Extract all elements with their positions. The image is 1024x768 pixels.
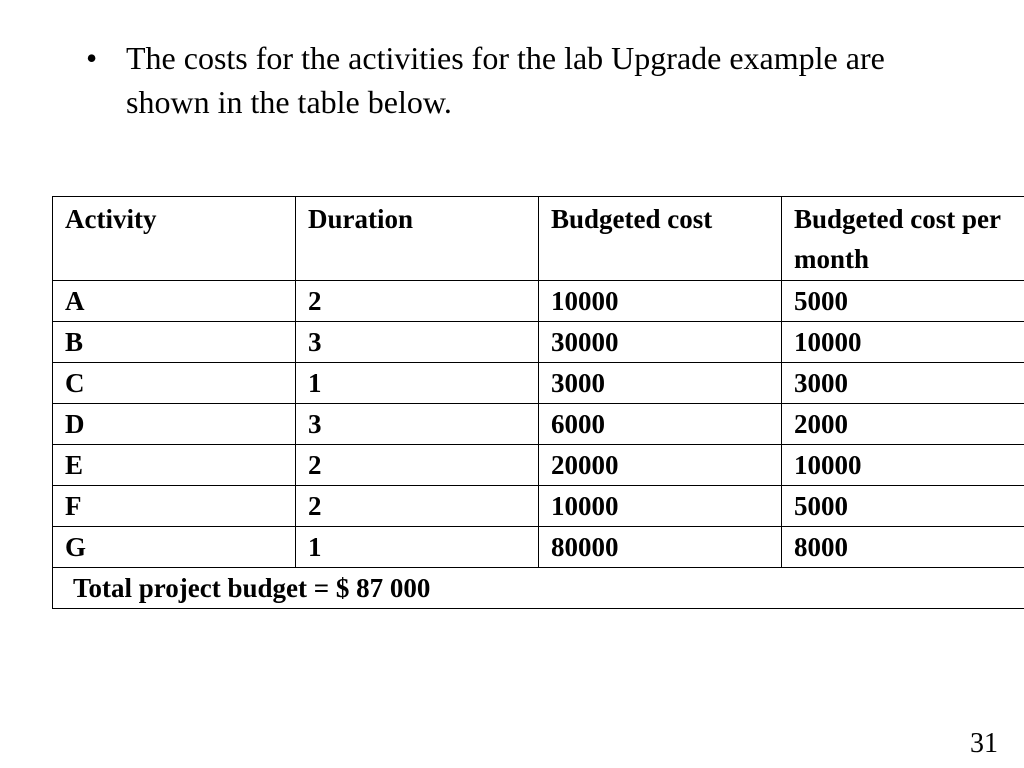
table-header-row: [53, 197, 1024, 281]
cell-duration: 3: [296, 404, 539, 445]
cell-cost-per-month: 3000: [782, 363, 1024, 404]
bullet-text: The costs for the activities for the lab Upgrade example are shown in the table below.: [126, 40, 885, 120]
cell-budgeted-cost: 80000: [539, 527, 782, 568]
activity-cost-table: [52, 196, 1024, 609]
header-budgeted-cost-per-month: Budgeted cost per month: [782, 197, 1024, 281]
cell-duration: 1: [296, 527, 539, 568]
table-row: [53, 527, 1024, 568]
bullet-point: [86, 36, 966, 124]
cell-activity: B: [53, 322, 296, 363]
cell-duration: 2: [296, 445, 539, 486]
header-duration: Duration: [296, 197, 539, 281]
cell-cost-per-month: 10000: [782, 445, 1024, 486]
cell-cost-per-month: 10000: [782, 322, 1024, 363]
table-row: [53, 404, 1024, 445]
cell-activity: A: [53, 281, 296, 322]
cell-activity: F: [53, 486, 296, 527]
cell-activity: E: [53, 445, 296, 486]
cell-duration: 2: [296, 486, 539, 527]
cell-budgeted-cost: 30000: [539, 322, 782, 363]
cell-budgeted-cost: 10000: [539, 281, 782, 322]
bullet-marker: •: [86, 40, 98, 76]
header-activity: Activity: [53, 197, 296, 281]
cell-activity: D: [53, 404, 296, 445]
table-row: [53, 486, 1024, 527]
cell-cost-per-month: 5000: [782, 281, 1024, 322]
table-row: [53, 445, 1024, 486]
table-row: [53, 322, 1024, 363]
cell-activity: C: [53, 363, 296, 404]
cell-budgeted-cost: 10000: [539, 486, 782, 527]
table-row: [53, 363, 1024, 404]
header-budgeted-cost: Budgeted cost: [539, 197, 782, 281]
table-row: [53, 281, 1024, 322]
cell-budgeted-cost: 3000: [539, 363, 782, 404]
cell-budgeted-cost: 6000: [539, 404, 782, 445]
cell-cost-per-month: 2000: [782, 404, 1024, 445]
cell-duration: 1: [296, 363, 539, 404]
page-number: 31: [970, 728, 998, 759]
table-total-row: [53, 568, 1024, 609]
total-project-budget: Total project budget = $ 87 000: [53, 568, 1024, 609]
cell-cost-per-month: 5000: [782, 486, 1024, 527]
cell-duration: 3: [296, 322, 539, 363]
cell-activity: G: [53, 527, 296, 568]
cell-duration: 2: [296, 281, 539, 322]
cell-cost-per-month: 8000: [782, 527, 1024, 568]
cell-budgeted-cost: 20000: [539, 445, 782, 486]
